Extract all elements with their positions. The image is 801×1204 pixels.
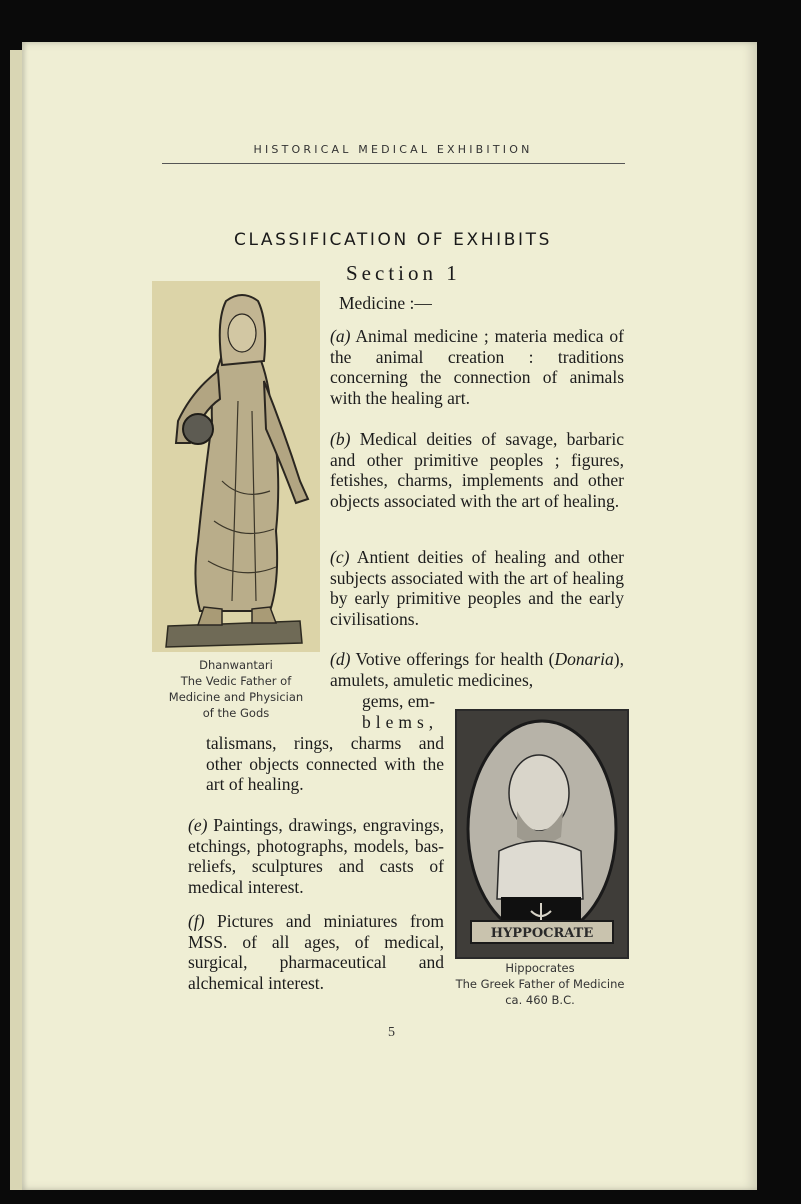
item-text: Antient deities of healing and other subjects associated with the art of healing by early primitive peoples and the early civilisations. bbox=[330, 547, 624, 630]
caption-line: The Vedic Father of bbox=[180, 674, 292, 688]
item-d-continuation: talismans, rings, charms and other objects connected with the art of healing. bbox=[206, 733, 444, 795]
item-d-line4: blems, bbox=[362, 712, 439, 732]
header-rule bbox=[162, 163, 625, 164]
bust-engraving bbox=[457, 711, 627, 957]
caption-line: ca. 460 B.C. bbox=[505, 993, 575, 1007]
page-title: CLASSIFICATION OF EXHIBITS bbox=[233, 230, 553, 250]
item-label: (f) bbox=[188, 911, 205, 931]
dhanwantari-figure bbox=[152, 281, 320, 652]
hippocrates-caption bbox=[440, 960, 640, 1008]
item-label: (e) bbox=[188, 815, 208, 835]
page-number: 5 bbox=[388, 1025, 395, 1040]
caption-name: Dhanwantari bbox=[199, 658, 273, 672]
item-text: Medical deities of savage, barbaric and other primitive peoples ; figures, fetishes, charms, implements and other objects associated with the art of healing. bbox=[330, 429, 625, 512]
item-b bbox=[330, 429, 624, 512]
caption-line: of the Gods bbox=[202, 706, 270, 720]
item-f bbox=[188, 911, 444, 994]
dhanwantari-caption bbox=[140, 657, 332, 721]
item-text: Animal medicine ; materia medica of the animal creation : traditions concerning the connection of animals with the healing art. bbox=[330, 326, 624, 409]
statue-illustration bbox=[152, 281, 320, 652]
item-c bbox=[330, 547, 624, 630]
item-e bbox=[188, 815, 444, 898]
item-text: Pictures and miniatures from MSS. of all ages, of medical, surgical, pharmaceutical and alchemical interest. bbox=[188, 911, 444, 994]
item-a bbox=[330, 326, 624, 409]
section-heading: Section 1 bbox=[346, 261, 461, 285]
hippocrates-figure bbox=[455, 709, 629, 959]
caption-line: The Greek Father of Medicine bbox=[455, 977, 625, 991]
item-label: (d) bbox=[330, 649, 351, 669]
item-text: ), amulets, amuletic medicines, bbox=[330, 649, 624, 690]
item-text: Paintings, drawings, engravings, etchings, photographs, models, bas-reliefs, sculptures and casts of medical interest. bbox=[188, 815, 444, 898]
running-head: HISTORICAL MEDICAL EXHIBITION bbox=[253, 143, 533, 156]
caption-name: Hippocrates bbox=[505, 961, 575, 975]
item-label: (c) bbox=[330, 547, 350, 567]
item-label: (b) bbox=[330, 429, 351, 449]
plaque-text: HYPPOCRATE bbox=[490, 926, 594, 941]
item-d bbox=[330, 649, 624, 690]
medicine-intro: Medicine :— bbox=[339, 293, 432, 313]
item-label: (a) bbox=[330, 326, 351, 346]
caption-line: Medicine and Physician bbox=[168, 690, 304, 704]
item-d-line3: gems, em- bbox=[362, 691, 435, 711]
item-text: Votive offerings for health ( bbox=[355, 649, 555, 669]
item-text-italic: Donaria bbox=[554, 649, 614, 669]
